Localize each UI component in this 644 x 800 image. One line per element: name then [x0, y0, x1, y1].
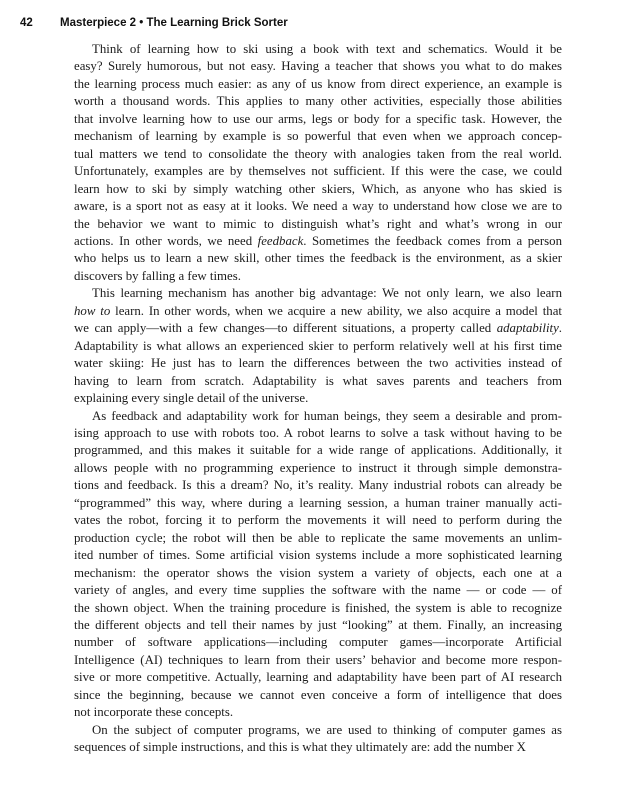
text-line: not incorporate these concepts.	[74, 705, 234, 720]
text-line: how to learn. In other words, when we acquire a new ability, we also acquire a model that	[74, 303, 562, 318]
text-line: aware, is a sport not as easy at it looks. We need a way to understand how close we are to	[74, 199, 562, 214]
text-line: sequences of simple instructions, and this is what they ultimately are: add the number X	[74, 740, 526, 755]
running-head	[20, 15, 580, 31]
emphasized-term: adaptability	[496, 321, 559, 336]
text-line: allows people with no programming experience to instruct it through simple demonstra-	[74, 460, 562, 475]
text-line: As feedback and adaptability work for human beings, they seem a desirable and prom-	[92, 408, 562, 423]
paragraph	[74, 408, 562, 722]
text-line: number of software applications—including computer games—incorporate Artificial	[74, 635, 562, 650]
text-line: worth a thousand words. This applies to many other activities, especially those abilities	[74, 94, 562, 109]
emphasized-term: feedback	[257, 233, 304, 248]
text-line: discovers by falling a few times.	[74, 268, 241, 283]
text-line: Intelligence (AI) techniques to learn from their users’ behavior and become more respon-	[74, 652, 562, 667]
text-line: Think of learning how to ski using a book with text and schematics. Would it be	[92, 42, 562, 56]
text-line: explaining every single detail of the universe.	[74, 391, 309, 406]
text-line: production cycle; the robot will then be able to replicate the same movements an unlim-	[74, 530, 562, 545]
text-line: the learning process much easier: as any of us know from direct experience, an example is	[74, 76, 562, 91]
text-line: tual matters we tend to consolidate the theory with analogies taken from the real world.	[74, 146, 562, 161]
text-line: that involve learning how to use our arms, legs or body for a specific task. However, the	[74, 111, 562, 126]
text-line: ising approach to use with robots too. A robot learns to solve a task without having to be	[74, 425, 562, 440]
text-line: the different objects and tell their names by just “looking” at them. Finally, an increasing	[74, 617, 562, 632]
text-line: vates the robot, forcing it to perform the movements it will need to perform during the	[74, 513, 562, 528]
paragraph	[74, 722, 562, 757]
text-line: variety of angles, and every time supplies the software with the name — or code — of	[74, 583, 562, 598]
text-line: actions. In other words, we need feedback. Sometimes the feedback comes from a person	[74, 233, 562, 248]
running-title: Masterpiece 2 • The Learning Brick Sorter	[60, 17, 288, 29]
text-line: the shown object. When the training procedure is finished, the system is able to recognize	[74, 600, 562, 615]
text-line: programmed, and this makes it suitable for a wide range of applications. Additionally, it	[74, 443, 562, 458]
text-line: easy? Surely humorous, but not easy. Having a teacher that shows you what to do makes	[74, 59, 562, 74]
paragraph	[74, 285, 562, 407]
text-line: “programmed” this way, where during a learning session, a human trainer manually acti-	[74, 495, 562, 510]
text-line: ited number of times. Some artificial vision systems include a more sophisticated learning	[74, 548, 562, 563]
text-line: since the beginning, because we cannot even conceive a form of intelligence that does	[74, 687, 562, 702]
text-line: water skiing: He just has to learn the differences between the two activities instead of	[74, 356, 562, 371]
text-line: the behavior we want to mimic to distinguish what’s right and what’s wrong in our	[74, 216, 562, 231]
text-line: tions and feedback. Is this a dream? No, it’s reality. Many industrial robots can already be	[74, 478, 562, 493]
text-line: we can apply—with a few changes—to different situations, a property called adaptability.	[74, 321, 562, 336]
text-line: having to learn from scratch. Adaptability is what saves parents and teachers from	[74, 373, 562, 388]
text-line: who helps us to learn a new skill, other times the feedback is the environment, as a skier	[74, 251, 562, 266]
page-number: 42	[20, 17, 33, 29]
text-line: learn how to ski by simply watching other skiers, Which, as anyone who has skied is	[74, 181, 562, 196]
body-text	[74, 41, 562, 757]
text-line: sive or more competitive. Actually, learning and adaptability have been part of AI research	[74, 670, 562, 685]
paragraph	[74, 41, 562, 285]
text-line: Unfortunately, examples are by themselves not sufficient. If this were the case, we could	[74, 164, 562, 179]
text-line: Adaptability is what allows an experienced skier to perform relatively well at his first time	[74, 338, 562, 353]
text-line: On the subject of computer programs, we are used to thinking of computer games as	[92, 722, 562, 737]
text-line: This learning mechanism has another big advantage: We not only learn, we also learn	[92, 286, 562, 301]
emphasized-term: how to	[74, 303, 111, 318]
text-line: mechanism of learning by example is so powerful that even when we approach concep-	[74, 129, 562, 144]
text-line: mechanism: the operator shows the vision system a variety of objects, each one at a	[74, 565, 562, 580]
